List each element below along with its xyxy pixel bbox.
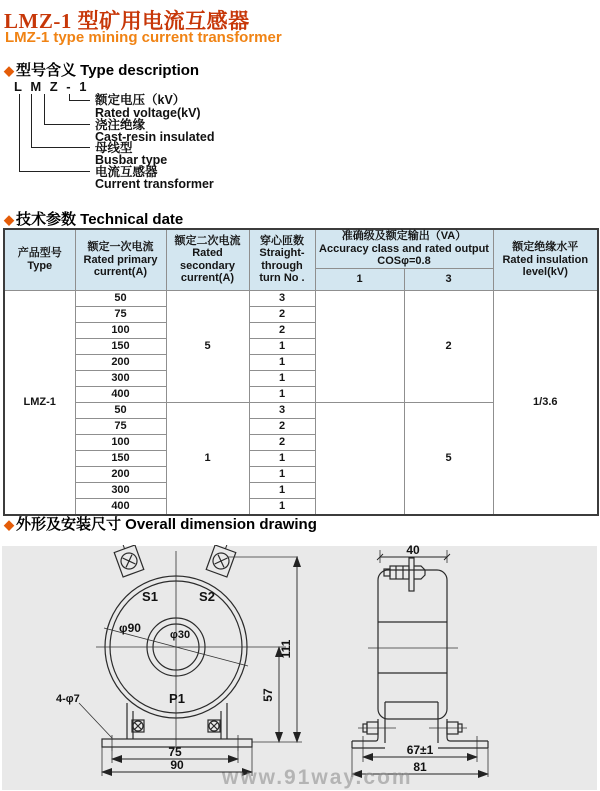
cell-accuracy-3: 2 xyxy=(404,290,493,402)
tree-label-castresin-en: Cast-resin insulated xyxy=(95,130,215,144)
drawing-background xyxy=(2,546,597,790)
col-header-insulation: 额定绝缘水平 Rated insulation level(kV) xyxy=(493,229,598,290)
col-header-primary-current: 额定一次电流 Rated primary current(A) xyxy=(75,229,166,290)
label-s2: S2 xyxy=(199,589,215,604)
cell-primary: 50 xyxy=(75,402,166,418)
cell-primary: 300 xyxy=(75,482,166,498)
tree-line xyxy=(44,124,90,125)
col-header-accuracy-1: 1 xyxy=(315,268,404,290)
label-s1: S1 xyxy=(142,589,158,604)
col-header-secondary-current: 额定二次电流 Rated secondary current(A) xyxy=(166,229,249,290)
col-header-type: 产品型号 Type xyxy=(4,229,75,290)
cell-secondary: 1 xyxy=(166,402,249,515)
cell-type: LMZ-1 xyxy=(4,290,75,515)
cell-turns: 1 xyxy=(249,338,315,354)
cell-primary: 100 xyxy=(75,434,166,450)
tree-line xyxy=(19,171,90,172)
dim-90: 90 xyxy=(170,758,184,772)
tree-label-castresin-cn: 浇注绝缘 xyxy=(95,118,146,132)
table-row xyxy=(4,290,598,306)
section-heading-dimension-drawing xyxy=(4,513,317,534)
cell-turns: 3 xyxy=(249,290,315,306)
tree-line xyxy=(69,100,90,101)
label-p1: P1 xyxy=(169,691,185,706)
cell-turns: 1 xyxy=(249,354,315,370)
cell-primary: 50 xyxy=(75,290,166,306)
label-holes-4x7: 4-φ7 xyxy=(56,693,80,705)
cell-primary: 150 xyxy=(75,338,166,354)
watermark: www.91way.com xyxy=(222,766,413,789)
page-title: LMZ-1 型矿用电流互感器 xyxy=(4,9,250,33)
technical-parameters-table xyxy=(3,228,599,516)
cell-turns: 1 xyxy=(249,450,315,466)
cell-primary: 400 xyxy=(75,498,166,515)
col-header-accuracy-group: 准确级及额定输出（VA） Accuracy class and rated output COSφ=0.8 xyxy=(315,229,493,268)
cell-turns: 1 xyxy=(249,482,315,498)
dim-75: 75 xyxy=(168,745,182,759)
cell-turns: 2 xyxy=(249,306,315,322)
cell-insulation: 1/3.6 xyxy=(493,290,598,515)
section-heading-text: 技术参数 Technical date xyxy=(16,211,184,228)
cell-turns: 3 xyxy=(249,402,315,418)
cell-primary: 200 xyxy=(75,466,166,482)
dim-81: 81 xyxy=(413,760,427,774)
col-header-turns: 穿心匝数 Straight- through turn No . xyxy=(249,229,315,290)
section-heading-text: 外形及安装尺寸 Overall dimension drawing xyxy=(16,516,317,533)
cell-primary: 75 xyxy=(75,306,166,322)
diamond-bullet-icon: ◆ xyxy=(4,212,14,227)
label-dia90: φ90 xyxy=(119,621,141,635)
page-subtitle: LMZ-1 type mining current transformer xyxy=(5,29,282,46)
cell-turns: 1 xyxy=(249,386,315,402)
label-dia30: φ30 xyxy=(170,629,191,641)
dim-57: 57 xyxy=(261,688,275,702)
cell-primary: 300 xyxy=(75,370,166,386)
cell-accuracy-3: 5 xyxy=(404,402,493,515)
section-heading-type-description xyxy=(4,59,199,80)
cell-turns: 1 xyxy=(249,466,315,482)
tree-line xyxy=(31,94,32,148)
dim-111: 111 xyxy=(279,639,293,659)
cell-primary: 100 xyxy=(75,322,166,338)
cell-turns: 1 xyxy=(249,498,315,515)
tree-line xyxy=(19,94,20,172)
tree-label-voltage-cn: 额定电压（kV） xyxy=(95,93,186,107)
diamond-bullet-icon: ◆ xyxy=(4,63,14,78)
cell-turns: 1 xyxy=(249,370,315,386)
cell-turns: 2 xyxy=(249,418,315,434)
tree-label-busbar-en: Busbar type xyxy=(95,153,168,167)
dimension-drawing xyxy=(0,545,600,791)
tree-label-ct-en: Current transformer xyxy=(95,177,214,191)
cell-primary: 200 xyxy=(75,354,166,370)
model-designation: L M Z - 1 xyxy=(14,79,89,94)
tree-label-ct-cn: 电流互感器 xyxy=(95,165,158,179)
dim-40: 40 xyxy=(406,545,420,557)
tree-line xyxy=(31,147,90,148)
section-heading-text: 型号含义 Type description xyxy=(16,62,200,79)
cell-primary: 150 xyxy=(75,450,166,466)
cell-primary: 75 xyxy=(75,418,166,434)
cell-secondary: 5 xyxy=(166,290,249,402)
tree-label-busbar-cn: 母线型 xyxy=(95,141,133,155)
diamond-bullet-icon: ◆ xyxy=(4,517,14,532)
cell-accuracy-1 xyxy=(315,402,404,515)
cell-turns: 2 xyxy=(249,322,315,338)
section-heading-technical-data xyxy=(4,208,183,229)
cell-turns: 2 xyxy=(249,434,315,450)
cell-accuracy-1 xyxy=(315,290,404,402)
tree-label-voltage-en: Rated voltage(kV) xyxy=(95,106,201,120)
cell-primary: 400 xyxy=(75,386,166,402)
tree-line xyxy=(44,94,45,125)
col-header-accuracy-3: 3 xyxy=(404,268,493,290)
dim-67: 67±1 xyxy=(406,743,434,757)
